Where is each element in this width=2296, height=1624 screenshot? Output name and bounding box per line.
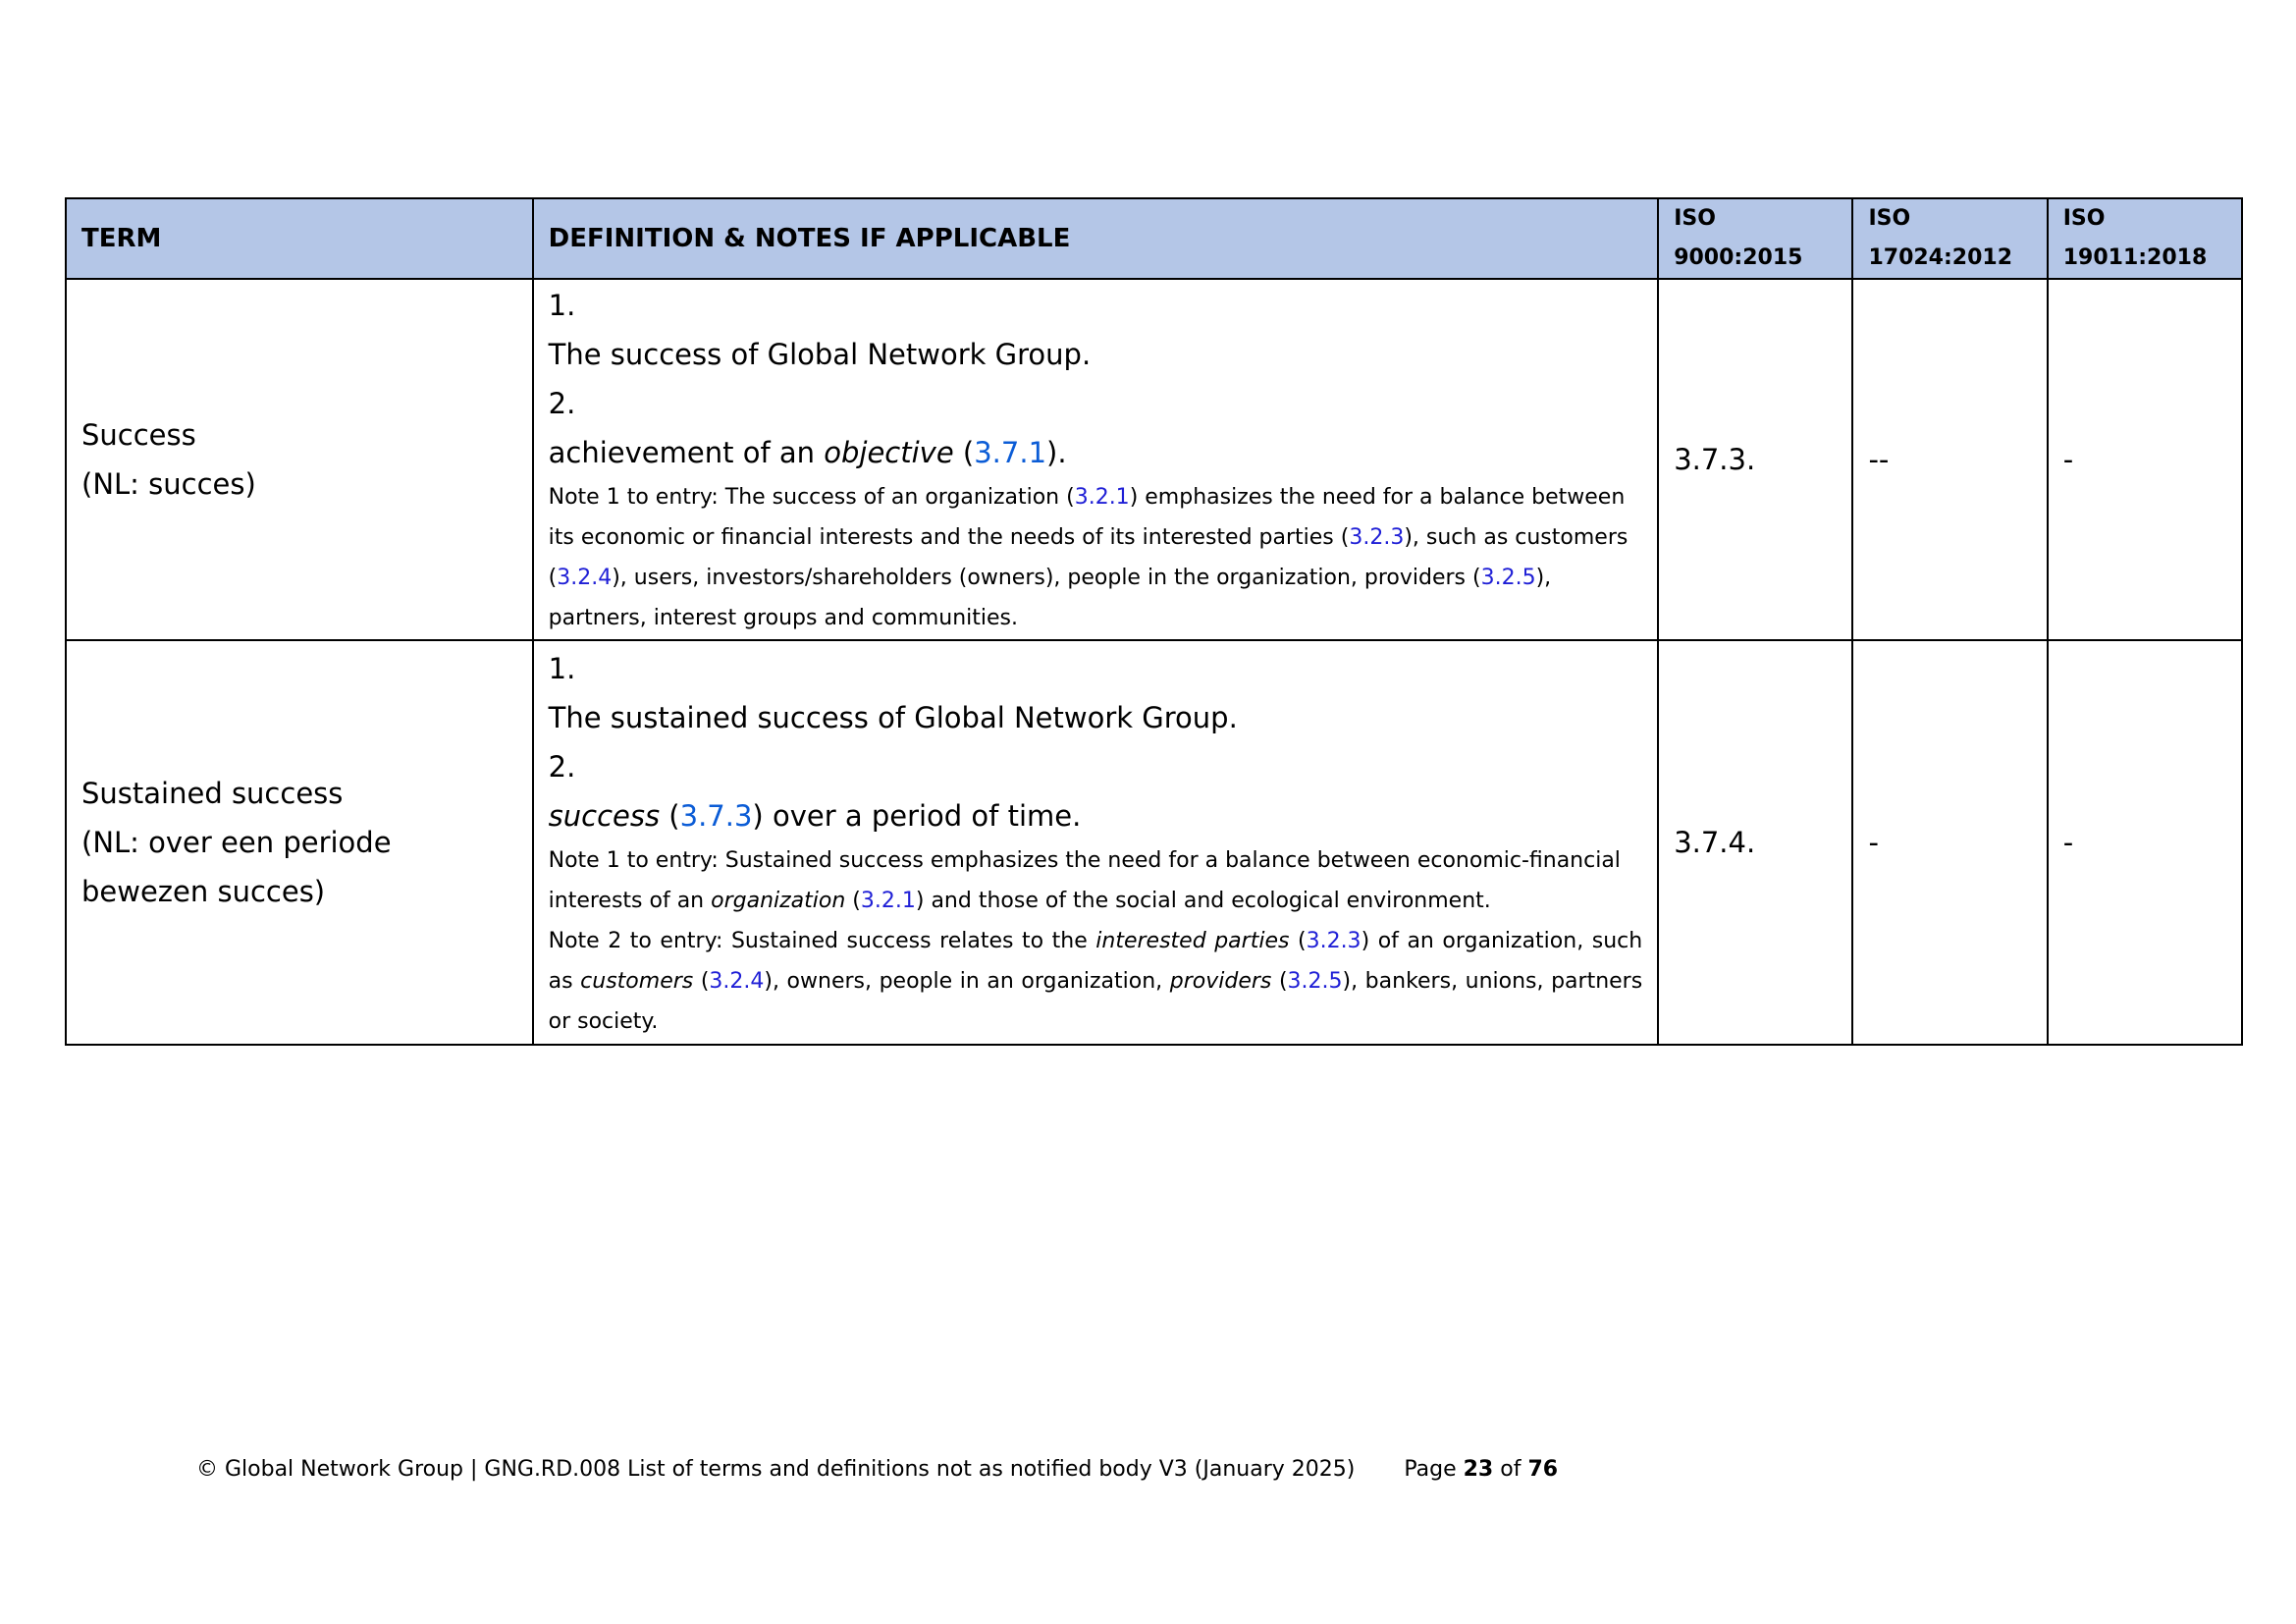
reference-link[interactable]: 3.2.4 bbox=[709, 968, 765, 994]
iso-17024-value: - bbox=[1852, 640, 2047, 1045]
table-row bbox=[66, 279, 2242, 640]
header-iso-19011-label: ISO bbox=[2062, 206, 2106, 231]
terms-table bbox=[65, 197, 2243, 1046]
reference-link[interactable]: 3.2.5 bbox=[1287, 968, 1343, 994]
definition-1: The sustained success of Global Network Group. bbox=[548, 700, 1238, 734]
of-label: of bbox=[1500, 1457, 1522, 1482]
reference-link[interactable]: 3.2.3 bbox=[1349, 525, 1405, 550]
header-iso-19011-version: 19011:2018 bbox=[2062, 245, 2208, 270]
iso-19011-value: - bbox=[2048, 640, 2242, 1045]
note-1: Note 1 to entry: The success of an organization (3.2.1) emphasizes the need for a balance between its economic or financial interests and the needs of its interested parties (3.2.3), such as customers (3.2.4), users, investors/shareholders (owners), people in the organization, providers (3.2.5), partners, interest groups and communities. bbox=[548, 485, 1629, 630]
table-header-row bbox=[66, 198, 2242, 279]
page-label: Page bbox=[1404, 1457, 1457, 1482]
term-cell bbox=[66, 279, 533, 640]
definition-cell bbox=[533, 279, 1659, 640]
iso-9000-value: 3.7.3. bbox=[1658, 279, 1852, 640]
reference-link[interactable]: 3.2.1 bbox=[1074, 485, 1130, 510]
iso-19011-value: - bbox=[2048, 279, 2242, 640]
iso-9000-value: 3.7.4. bbox=[1658, 640, 1852, 1045]
term-cell bbox=[66, 640, 533, 1045]
definition-cell bbox=[533, 640, 1659, 1045]
reference-link[interactable]: 3.2.1 bbox=[860, 888, 916, 913]
header-term: TERM bbox=[66, 198, 533, 279]
page-number: 23 bbox=[1463, 1457, 1494, 1482]
definition-2: achievement of an objective (3.7.1). bbox=[548, 436, 1067, 469]
reference-link[interactable]: 3.2.4 bbox=[557, 566, 613, 590]
page-total: 76 bbox=[1527, 1457, 1559, 1482]
reference-link[interactable]: 3.7.3 bbox=[679, 798, 753, 833]
note-1: Note 1 to entry: Sustained success emphasizes the need for a balance between economic-financial interests of an organization (3.2.1) and those of the social and ecological environment. bbox=[548, 847, 1621, 913]
header-iso-17024-version: 17024:2012 bbox=[1868, 245, 2013, 270]
page-footer bbox=[196, 1457, 1558, 1482]
definition-2: success (3.7.3) over a period of time. bbox=[548, 798, 1082, 833]
definition-number-1: 1. bbox=[548, 651, 576, 685]
reference-link[interactable]: 3.2.3 bbox=[1306, 928, 1362, 953]
reference-link[interactable]: 3.2.5 bbox=[1480, 566, 1536, 590]
definition-number-2: 2. bbox=[548, 749, 576, 784]
definition-number-1: 1. bbox=[548, 289, 576, 322]
header-iso-9000 bbox=[1658, 198, 1852, 279]
term-dutch: (NL: succes) bbox=[81, 467, 256, 501]
footer-text: © Global Network Group | GNG.RD.008 List of terms and definitions not as notified body V3 (January 2025) bbox=[196, 1457, 1356, 1482]
table-row bbox=[66, 640, 2242, 1045]
term-english: Sustained success bbox=[81, 777, 344, 810]
iso-17024-value: -- bbox=[1852, 279, 2047, 640]
header-iso-9000-label: ISO bbox=[1674, 206, 1716, 231]
reference-link[interactable]: 3.7.1 bbox=[974, 436, 1047, 469]
header-iso-19011 bbox=[2048, 198, 2242, 279]
definition-number-2: 2. bbox=[548, 387, 576, 420]
header-iso-17024 bbox=[1852, 198, 2047, 279]
term-english: Success bbox=[81, 418, 196, 452]
header-definition: DEFINITION & NOTES IF APPLICABLE bbox=[533, 198, 1659, 279]
header-iso-9000-version: 9000:2015 bbox=[1674, 245, 1803, 270]
header-iso-17024-label: ISO bbox=[1868, 206, 1911, 231]
note-2: Note 2 to entry: Sustained success relates to the interested parties (3.2.3) of an organization, such as customers (3.2.4), owners, people in an organization, providers (3.2.5), bankers, unions, partners or society. bbox=[548, 928, 1643, 1034]
definition-1: The success of Global Network Group. bbox=[548, 338, 1092, 371]
term-dutch: (NL: over een periode bewezen succes) bbox=[81, 826, 392, 908]
